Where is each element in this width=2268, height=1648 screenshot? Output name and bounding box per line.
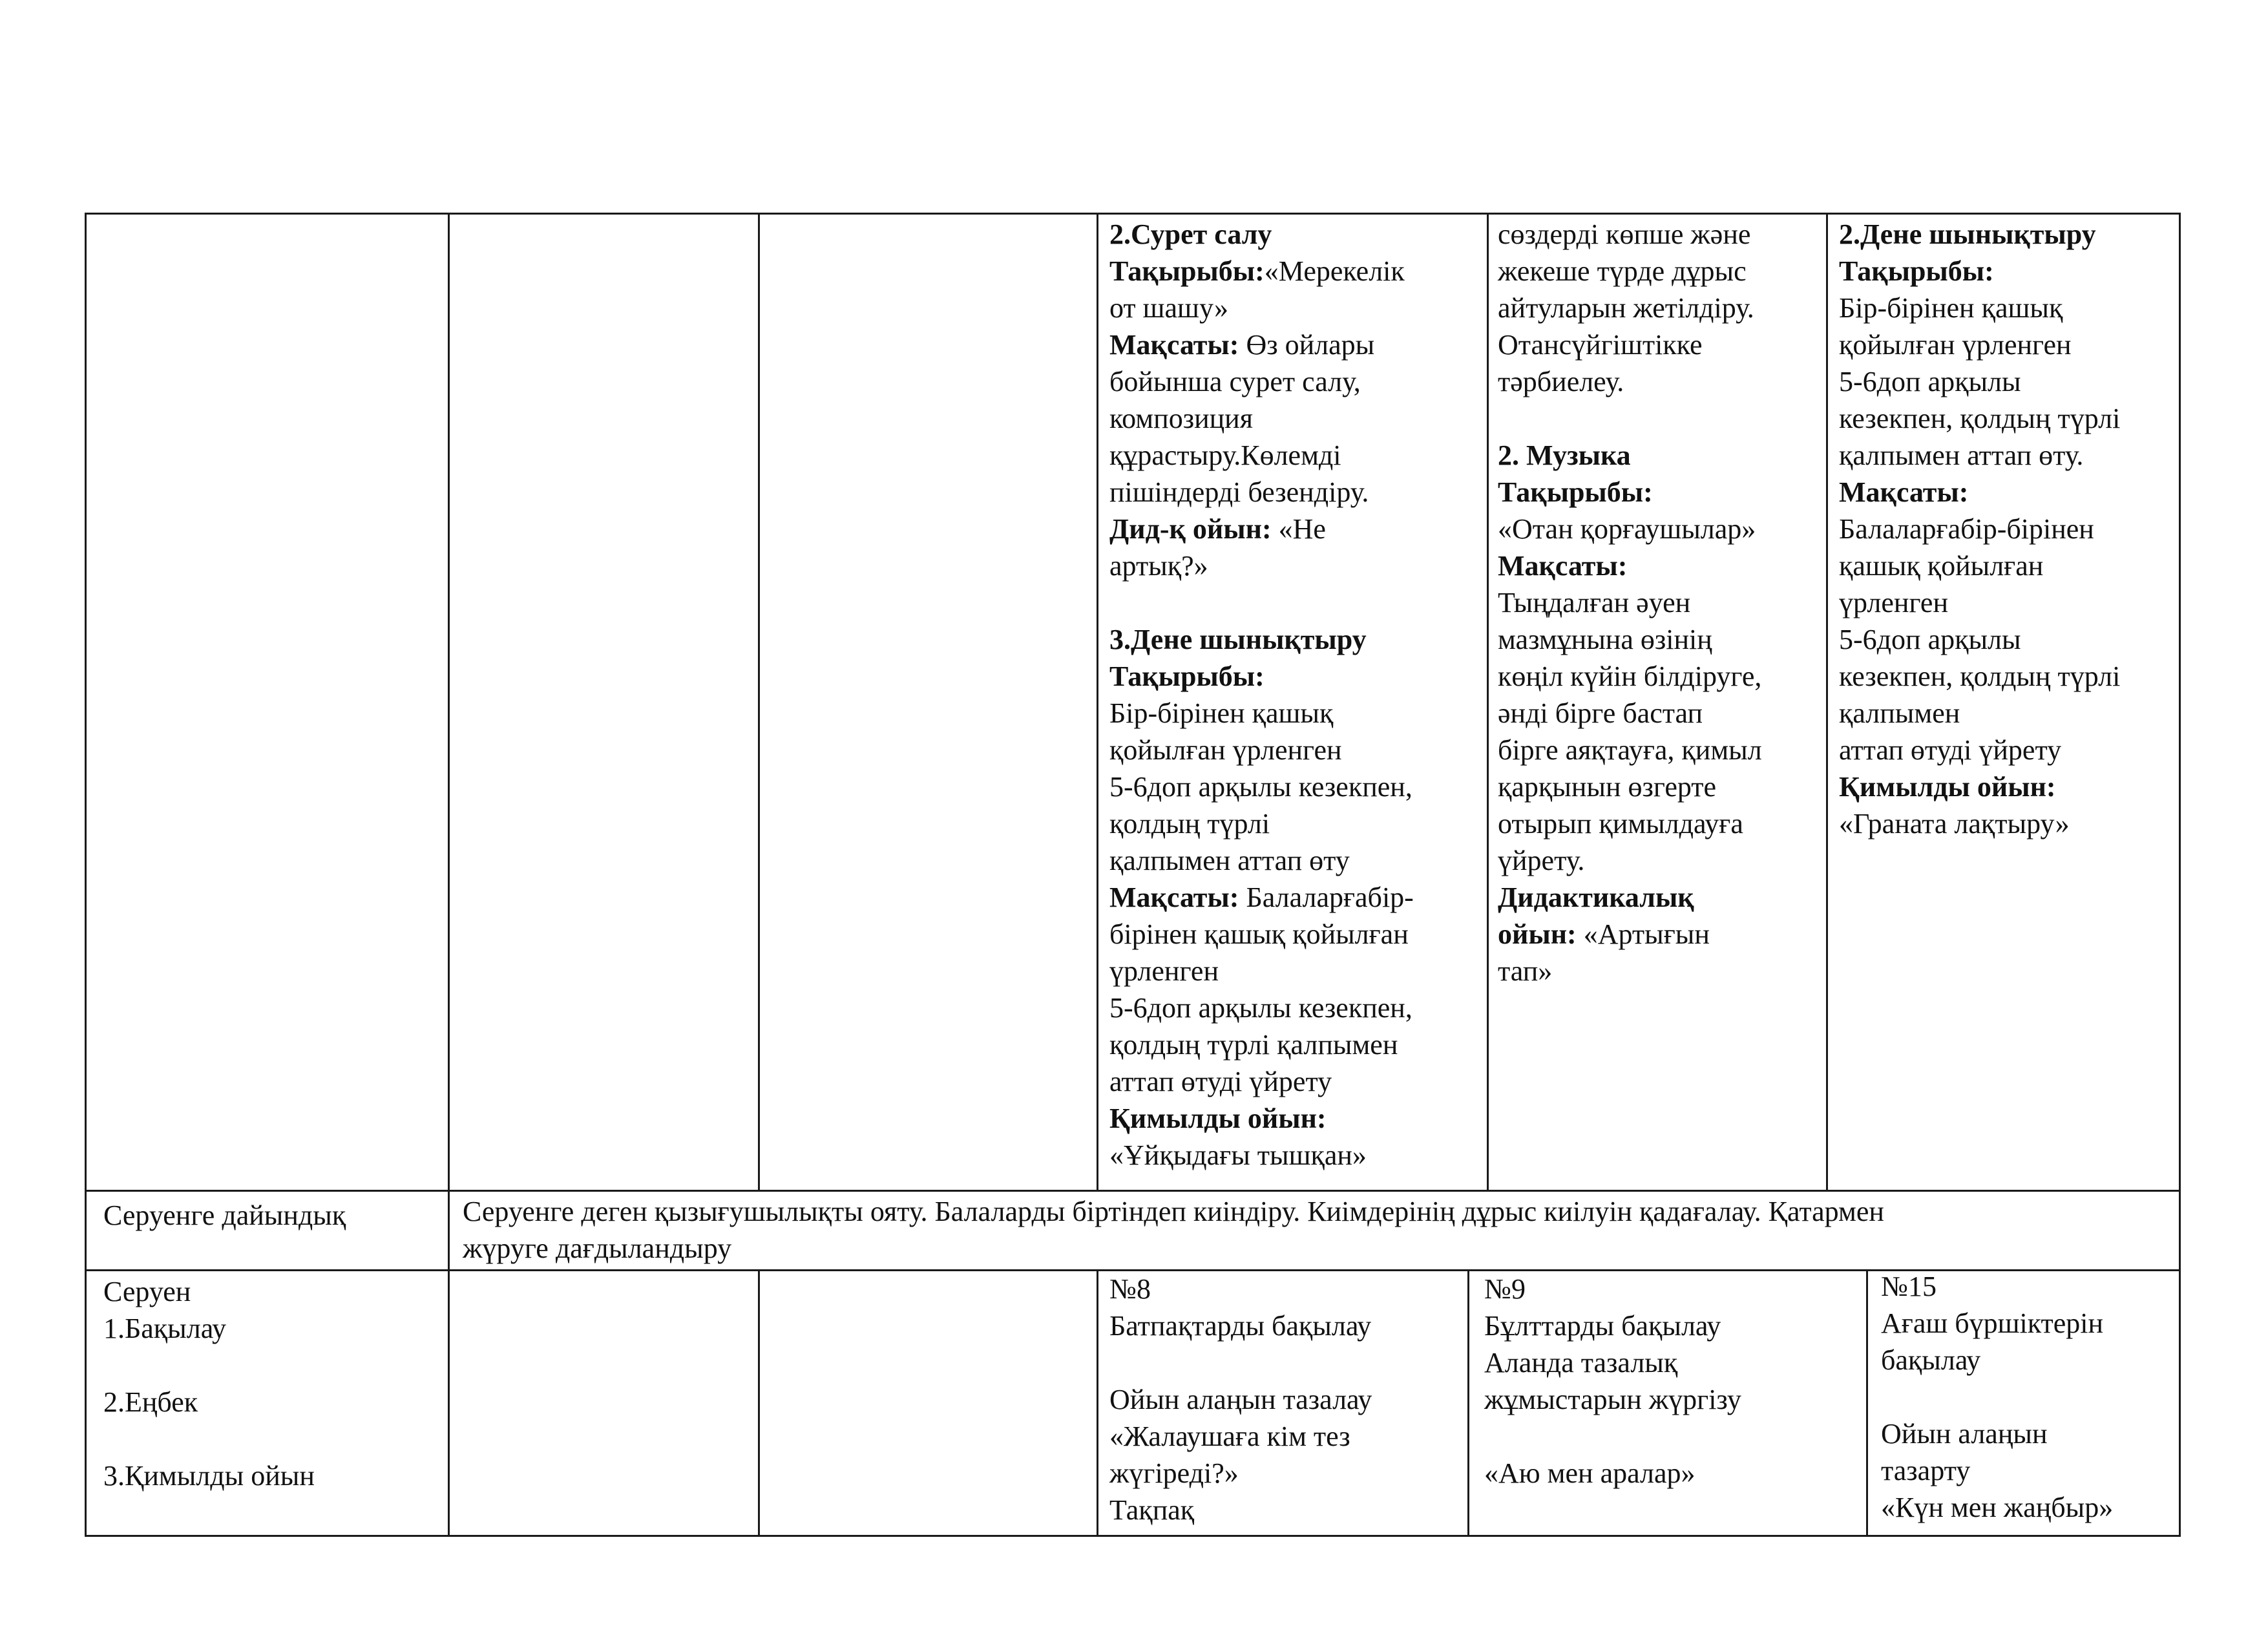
- line-text: пішіндерді безендіру.: [1109, 476, 1369, 508]
- text-line: [1109, 216, 1414, 253]
- text-line: [1109, 1063, 1414, 1100]
- line-text: бірге аяқтауға, қимыл: [1498, 734, 1762, 766]
- text-line: [1498, 363, 1762, 400]
- line-text: қарқынын өзгерте: [1498, 771, 1717, 803]
- bold-heading: 2.Сурет салу: [1109, 218, 1272, 250]
- text-line: [1839, 253, 2120, 290]
- text-line: [1839, 437, 2120, 474]
- text-line: [1839, 768, 2120, 805]
- text-line: [1498, 474, 1762, 511]
- line-text: жекеше түрде дұрыс: [1498, 255, 1747, 287]
- line-text: «Артығын: [1576, 918, 1710, 950]
- text-line: [1498, 953, 1762, 989]
- row-divider-1: [85, 1190, 2181, 1192]
- text-line: [1839, 326, 2120, 363]
- line-text: қалпымен аттап өту: [1109, 845, 1350, 876]
- line-text: бірінен қашық қойылған: [1109, 918, 1409, 950]
- text-line: [1839, 511, 2120, 547]
- blank-line: [1498, 400, 1762, 437]
- line-text: айтуларын жетілдіру.: [1498, 292, 1754, 324]
- text-line: 2.Еңбек: [103, 1386, 198, 1418]
- text-line: [1109, 768, 1414, 805]
- text-line: Ағаш бүршіктерін: [1881, 1307, 2104, 1339]
- line-text: үйрету.: [1498, 845, 1585, 876]
- text-line: [1839, 658, 2120, 695]
- text-line: [1839, 584, 2120, 621]
- line-text: тап»: [1498, 955, 1553, 987]
- column-divider-2: [758, 213, 760, 1192]
- text-line: [1109, 511, 1414, 547]
- line-text: қолдың түрлі қалпымен: [1109, 1029, 1398, 1061]
- row3-col5-cell: [1484, 1271, 1741, 1492]
- line-text: «Граната лақтыру»: [1839, 808, 2070, 840]
- text-line: [1109, 547, 1414, 584]
- row1-col4-cell: [1109, 216, 1414, 1174]
- blank-line: [1109, 584, 1414, 621]
- bold-heading: Мақсаты:: [1839, 476, 1969, 508]
- line-text: Тыңдалған әуен: [1498, 587, 1691, 618]
- text-line: тазарту: [1881, 1455, 1971, 1486]
- text-line: [1498, 584, 1762, 621]
- column-divider-1: [448, 213, 450, 1537]
- walk-preparation-text-line-2: жүруге дағдыландыру: [463, 1232, 732, 1264]
- text-line: №15: [1881, 1271, 1937, 1302]
- row1-col6-cell: [1839, 216, 2120, 842]
- blank-line: [1109, 1344, 1372, 1381]
- text-line: [1498, 658, 1762, 695]
- text-line: «Аю мен аралар»: [1484, 1457, 1696, 1489]
- text-line: «Жалаушаға кім тез: [1109, 1421, 1350, 1452]
- line-text: тәрбиелеу.: [1498, 366, 1624, 397]
- line-text: «Мерекелік: [1264, 255, 1405, 287]
- table-left-border: [85, 213, 87, 1537]
- walk-preparation-text-line-1: Серуенге деген қызығушылықты ояту. Балаларды біртіндеп киіндіру. Киімдерінің дұрыс киілуін қадағалау. Қатармен: [463, 1196, 1884, 1227]
- column-divider-5-lower: [1866, 1269, 1868, 1537]
- table-top-border: [85, 213, 2181, 215]
- text-line: [1109, 1100, 1414, 1137]
- line-text: үрленген: [1839, 587, 1948, 618]
- bold-heading: Тақырыбы:: [1109, 255, 1265, 287]
- line-text: Бір-бірінен қашық: [1839, 292, 2063, 324]
- line-text: қалпымен аттап өту.: [1839, 439, 2084, 471]
- text-line: [1109, 695, 1414, 732]
- text-line: Аланда тазалық: [1484, 1347, 1678, 1379]
- row2-label-cell: [103, 1197, 346, 1234]
- text-line: [1498, 290, 1762, 326]
- row3-col4-cell: [1109, 1271, 1372, 1528]
- text-line: №8: [1109, 1273, 1151, 1305]
- line-text: кезекпен, қолдың түрлі: [1839, 660, 2121, 692]
- text-line: [1109, 1026, 1414, 1063]
- blank-line: [1881, 1379, 2113, 1415]
- text-line: [1498, 732, 1762, 768]
- text-line: [1109, 363, 1414, 400]
- text-line: [1839, 805, 2120, 842]
- row3-col1-cell: [103, 1273, 315, 1494]
- line-text: көңіл күйін білдіруге,: [1498, 660, 1762, 692]
- line-text: қойылған үрленген: [1109, 734, 1342, 766]
- text-line: [1498, 547, 1762, 584]
- text-line: [1109, 253, 1414, 290]
- blank-line: [103, 1347, 315, 1384]
- text-line: жүгіреді?»: [1109, 1457, 1239, 1489]
- text-line: [1839, 216, 2120, 253]
- bold-heading: Мақсаты:: [1109, 329, 1239, 361]
- text-line: [1498, 511, 1762, 547]
- text-line: Тақпақ: [1109, 1494, 1195, 1526]
- text-line: Ойын алаңын: [1881, 1418, 2048, 1450]
- line-text: қойылған үрленген: [1839, 329, 2072, 361]
- row3-col6-cell: [1881, 1268, 2113, 1526]
- line-text: үрленген: [1109, 955, 1219, 987]
- text-line: [1109, 916, 1414, 953]
- text-line: [1109, 621, 1414, 658]
- bold-heading: ойын:: [1498, 918, 1577, 950]
- line-text: аттап өтуді үйрету: [1839, 734, 2062, 766]
- text-line: [1498, 695, 1762, 732]
- text-line: [1109, 474, 1414, 511]
- line-text: Отансүйгіштікке: [1498, 329, 1703, 361]
- line-text: Балаларғабір-: [1239, 882, 1414, 913]
- text-line: [1498, 768, 1762, 805]
- text-line: [1109, 879, 1414, 916]
- line-text: «Не: [1271, 513, 1326, 545]
- row1-col5-cell: [1498, 216, 1762, 989]
- line-text: «Ұйқыдағы тышқан»: [1109, 1139, 1367, 1171]
- text-line: [1839, 363, 2120, 400]
- text-line: [1498, 879, 1762, 916]
- bold-heading: Дидактикалық: [1498, 882, 1694, 913]
- line-text: қашық қойылған: [1839, 550, 2044, 582]
- text-line: [1498, 437, 1762, 474]
- text-line: [1109, 400, 1414, 437]
- text-line: [1839, 732, 2120, 768]
- text-line: [1498, 842, 1762, 879]
- text-line: Серуен: [103, 1276, 191, 1307]
- text-line: 3.Қимылды ойын: [103, 1460, 315, 1492]
- text-line: 1.Бақылау: [103, 1313, 226, 1344]
- column-divider-4-lower: [1467, 1269, 1469, 1537]
- line-text: қолдың түрлі: [1109, 808, 1270, 840]
- text-line: №9: [1484, 1273, 1526, 1305]
- bold-heading: Мақсаты:: [1498, 550, 1628, 582]
- text-line: [1109, 732, 1414, 768]
- row2-content-cell: [463, 1193, 1884, 1267]
- line-text: кезекпен, қолдың түрлі: [1839, 403, 2121, 434]
- line-text: 5-6доп арқылы кезекпен,: [1109, 771, 1412, 803]
- blank-line: [103, 1421, 315, 1457]
- line-text: 5-6доп арқылы кезекпен,: [1109, 992, 1412, 1024]
- text-line: [1109, 290, 1414, 326]
- line-text: мазмұнына өзінің: [1498, 624, 1712, 655]
- line-text: 5-6доп арқылы: [1839, 624, 2021, 655]
- line-text: аттап өтуді үйрету: [1109, 1066, 1332, 1097]
- text-line: [1839, 547, 2120, 584]
- text-line: Ойын алаңын тазалау: [1109, 1384, 1372, 1415]
- text-line: [1498, 805, 1762, 842]
- text-line: [1839, 290, 2120, 326]
- text-line: [1839, 474, 2120, 511]
- column-divider-4: [1487, 213, 1489, 1192]
- text-line: [1109, 842, 1414, 879]
- line-text: от шашу»: [1109, 292, 1229, 324]
- text-line: Батпақтарды бақылау: [1109, 1310, 1372, 1342]
- line-text: қалпымен: [1839, 697, 1960, 729]
- text-line: бақылау: [1881, 1344, 1981, 1376]
- column-divider-2-lower: [758, 1269, 760, 1537]
- text-line: [1109, 437, 1414, 474]
- text-line: [1498, 621, 1762, 658]
- text-line: [1498, 216, 1762, 253]
- text-line: [1839, 400, 2120, 437]
- text-line: [1498, 326, 1762, 363]
- text-line: «Күн мен жаңбыр»: [1881, 1492, 2114, 1523]
- text-line: [1109, 805, 1414, 842]
- bold-heading: Тақырыбы:: [1109, 660, 1265, 692]
- line-text: Бір-бірінен қашық: [1109, 697, 1334, 729]
- text-line: [1839, 695, 2120, 732]
- bold-heading: Қимылды ойын:: [1839, 771, 2056, 803]
- column-divider-5: [1826, 213, 1828, 1192]
- text-line: [1109, 1137, 1414, 1174]
- bold-heading: 2. Музыка: [1498, 439, 1631, 471]
- line-text: әнді бірге бастап: [1498, 697, 1703, 729]
- text-line: [1109, 989, 1414, 1026]
- line-text: Балаларғабір-бірінен: [1839, 513, 2094, 545]
- text-line: жұмыстарын жүргізу: [1484, 1384, 1741, 1415]
- line-text: сөздерді көпше және: [1498, 218, 1751, 250]
- bold-heading: Тақырыбы:: [1498, 476, 1653, 508]
- walk-preparation-label: Серуенге дайындық: [103, 1199, 346, 1231]
- text-line: [1109, 658, 1414, 695]
- text-line: Бұлттарды бақылау: [1484, 1310, 1721, 1342]
- bold-heading: Дид-қ ойын:: [1109, 513, 1272, 545]
- line-text: 5-6доп арқылы: [1839, 366, 2021, 397]
- bold-heading: 3.Дене шынықтыру: [1109, 624, 1367, 655]
- column-divider-3-lower: [1097, 1269, 1098, 1537]
- bold-heading: Қимылды ойын:: [1109, 1103, 1327, 1134]
- text-line: [1498, 253, 1762, 290]
- text-line: [1498, 916, 1762, 953]
- line-text: «Отан қорғаушылар»: [1498, 513, 1756, 545]
- line-text: композиция: [1109, 403, 1253, 434]
- column-divider-3: [1097, 213, 1098, 1192]
- bold-heading: Мақсаты:: [1109, 882, 1239, 913]
- table-right-border: [2179, 213, 2181, 1537]
- line-text: артық?»: [1109, 550, 1208, 582]
- bold-heading: 2.Дене шынықтыру: [1839, 218, 2096, 250]
- line-text: бойынша сурет салу,: [1109, 366, 1361, 397]
- line-text: құрастыру.Көлемді: [1109, 439, 1341, 471]
- line-text: Өз ойлары: [1239, 329, 1375, 361]
- text-line: [1839, 621, 2120, 658]
- blank-line: [1484, 1418, 1741, 1455]
- bold-heading: Тақырыбы:: [1839, 255, 1994, 287]
- text-line: [1109, 326, 1414, 363]
- line-text: отырып қимылдауға: [1498, 808, 1743, 840]
- text-line: [1109, 953, 1414, 989]
